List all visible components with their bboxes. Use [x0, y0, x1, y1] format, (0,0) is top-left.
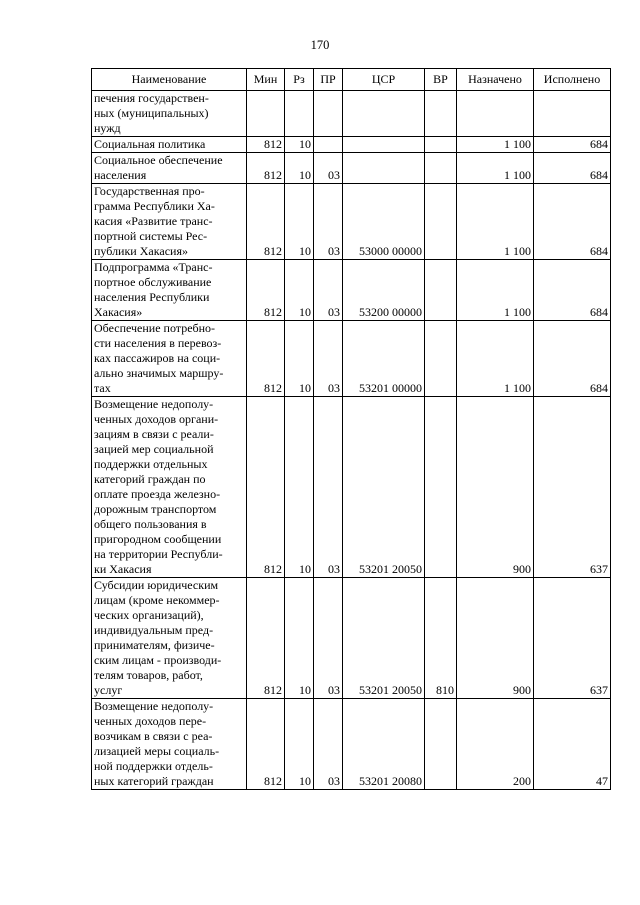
table-row — [92, 153, 611, 184]
row-csr — [343, 137, 425, 153]
header-row — [92, 69, 611, 91]
budget-table — [91, 68, 611, 790]
row-csr: 53201 20080 — [343, 699, 425, 790]
row-min: 812 — [247, 137, 285, 153]
row-assigned — [457, 91, 534, 137]
row-assigned: 900 — [457, 397, 534, 578]
row-executed: 684 — [534, 321, 611, 397]
row-assigned: 200 — [457, 699, 534, 790]
row-vr — [425, 699, 457, 790]
row-name: Подпрограмма «Транс- портное обслуживание населения Республики Хакасия» — [92, 260, 247, 321]
row-pr: 03 — [314, 184, 343, 260]
header-csr: ЦСР — [343, 69, 425, 91]
row-assigned: 1 100 — [457, 137, 534, 153]
row-csr: 53201 20050 — [343, 578, 425, 699]
row-rz: 10 — [285, 321, 314, 397]
table-row — [92, 578, 611, 699]
row-rz: 10 — [285, 184, 314, 260]
row-executed: 637 — [534, 397, 611, 578]
header-executed: Исполнено — [534, 69, 611, 91]
table-row — [92, 137, 611, 153]
row-min — [247, 91, 285, 137]
table-row — [92, 699, 611, 790]
row-executed: 684 — [534, 260, 611, 321]
row-vr — [425, 397, 457, 578]
row-pr: 03 — [314, 153, 343, 184]
row-executed: 47 — [534, 699, 611, 790]
row-csr — [343, 91, 425, 137]
table-row — [92, 91, 611, 137]
header-rz: Рз — [285, 69, 314, 91]
row-assigned: 1 100 — [457, 260, 534, 321]
row-name: Субсидии юридическим лицам (кроме некоммер- ческих организаций), индивидуальным пред- принимателям, физиче- ским лицам - производи- телям товаров, работ, услуг — [92, 578, 247, 699]
row-assigned: 1 100 — [457, 321, 534, 397]
row-pr: 03 — [314, 578, 343, 699]
header-min: Мин — [247, 69, 285, 91]
row-executed: 684 — [534, 153, 611, 184]
row-rz: 10 — [285, 699, 314, 790]
row-pr: 03 — [314, 321, 343, 397]
row-rz: 10 — [285, 153, 314, 184]
row-name: Государственная про- грамма Республики Ха- касия «Развитие транс- портной системы Рес- публики Хакасия» — [92, 184, 247, 260]
row-name: Социальное обеспечение населения — [92, 153, 247, 184]
row-pr: 03 — [314, 260, 343, 321]
row-vr — [425, 137, 457, 153]
row-name: Социальная политика — [92, 137, 247, 153]
header-assigned: Назначено — [457, 69, 534, 91]
table-row — [92, 321, 611, 397]
row-assigned: 900 — [457, 578, 534, 699]
row-executed — [534, 91, 611, 137]
row-rz: 10 — [285, 578, 314, 699]
row-assigned: 1 100 — [457, 153, 534, 184]
row-name: Возмещение недополу- ченных доходов пере- возчикам в связи с реа- лизацией меры социаль- ной поддержки отдель- ных категорий граждан — [92, 699, 247, 790]
row-min: 812 — [247, 699, 285, 790]
row-min: 812 — [247, 578, 285, 699]
row-vr — [425, 91, 457, 137]
row-vr: 810 — [425, 578, 457, 699]
row-name: печения государствен- ных (муниципальных) нужд — [92, 91, 247, 137]
row-name: Возмещение недополу- ченных доходов органи- зациям в связи с реали- зацией мер социальной поддержки отдельных категорий граждан по оплате проезда железно- дорожным транспортом общего пользования в пригородном сообщении на территории Республи- ки Хакасия — [92, 397, 247, 578]
row-min: 812 — [247, 260, 285, 321]
row-rz — [285, 91, 314, 137]
page-number: 170 — [310, 38, 330, 52]
header-vr: ВР — [425, 69, 457, 91]
row-min: 812 — [247, 153, 285, 184]
row-executed: 684 — [534, 184, 611, 260]
row-pr: 03 — [314, 699, 343, 790]
row-min: 812 — [247, 321, 285, 397]
row-rz: 10 — [285, 397, 314, 578]
row-vr — [425, 184, 457, 260]
row-csr: 53000 00000 — [343, 184, 425, 260]
row-min: 812 — [247, 397, 285, 578]
row-executed: 637 — [534, 578, 611, 699]
row-vr — [425, 321, 457, 397]
row-assigned: 1 100 — [457, 184, 534, 260]
table-row — [92, 184, 611, 260]
table-row — [92, 397, 611, 578]
row-csr: 53201 00000 — [343, 321, 425, 397]
header-name: Наименование — [92, 69, 247, 91]
row-executed: 684 — [534, 137, 611, 153]
row-rz: 10 — [285, 260, 314, 321]
row-pr — [314, 91, 343, 137]
row-min: 812 — [247, 184, 285, 260]
row-rz: 10 — [285, 137, 314, 153]
header-pr: ПР — [314, 69, 343, 91]
table-row — [92, 260, 611, 321]
row-pr: 03 — [314, 397, 343, 578]
row-csr: 53201 20050 — [343, 397, 425, 578]
row-name: Обеспечение потребно- сти населения в перевоз- ках пассажиров на соци- ально значимых маршру- тах — [92, 321, 247, 397]
row-pr — [314, 137, 343, 153]
row-csr — [343, 153, 425, 184]
row-csr: 53200 00000 — [343, 260, 425, 321]
row-vr — [425, 153, 457, 184]
row-vr — [425, 260, 457, 321]
